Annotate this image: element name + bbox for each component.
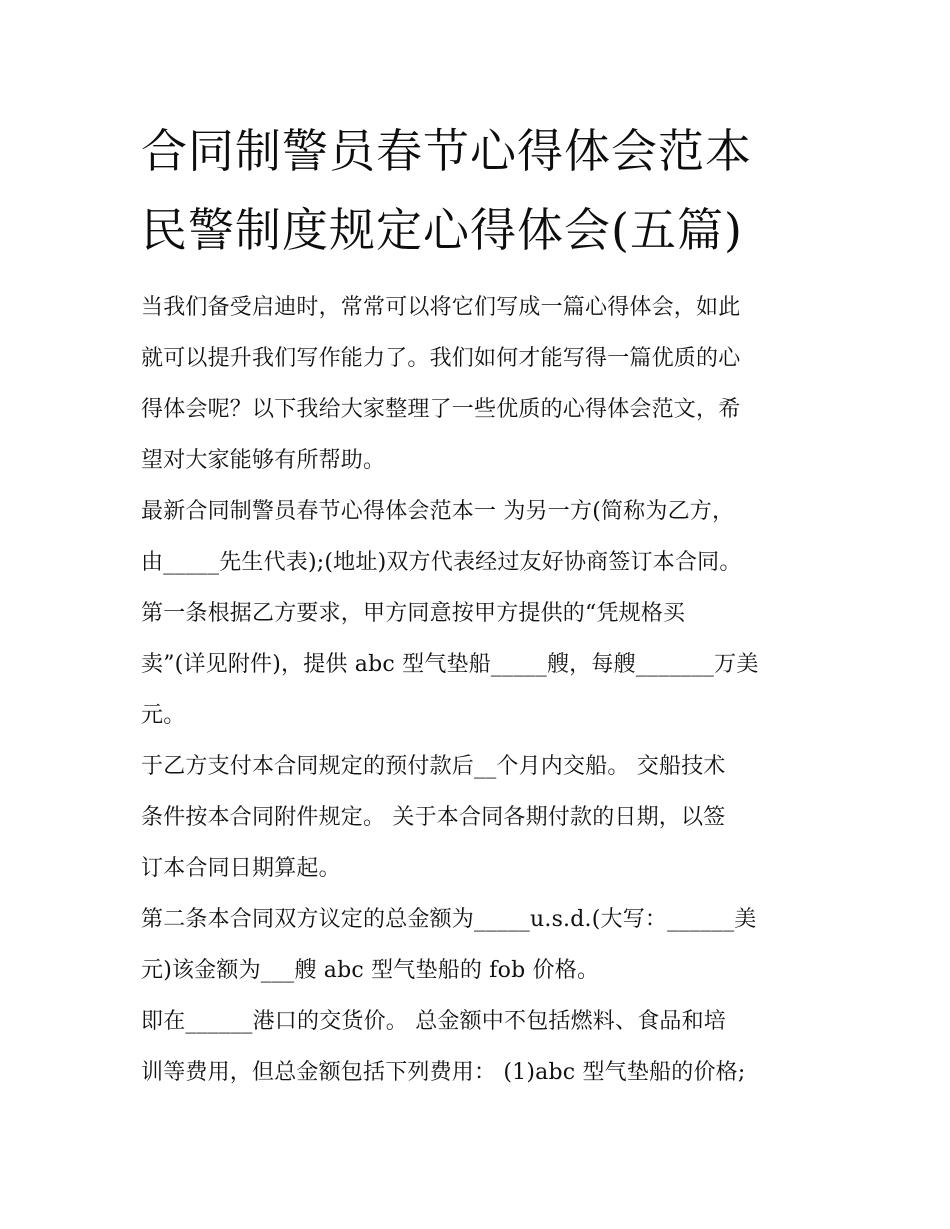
body-line: 条件按本合同附件规定。 关于本合同各期付款的日期，以签	[141, 805, 726, 830]
body-line: 第一条根据乙方要求，甲方同意按甲方提供的“凭规格买	[141, 601, 686, 626]
body-line: 最新合同制警员春节心得体会范本一 为另一方(简称为乙方，	[141, 499, 735, 524]
body-line: 望对大家能够有所帮助。	[141, 448, 386, 473]
body-line: 当我们备受启迪时，常常可以将它们写成一篇心得体会，如此	[141, 295, 741, 320]
body-line: 即在______港口的交货价。 总金额中不包括燃料、食品和培	[141, 1009, 726, 1034]
body-line: 就可以提升我们写作能力了。我们如何才能写得一篇优质的心	[141, 346, 741, 371]
title-line-2: 民警制度规定心得体会(五篇)	[141, 203, 743, 257]
body-line: 元)该金额为___艘 abc 型气垫船的 fob 价格。	[141, 958, 600, 983]
document-page	[141, 112, 821, 1098]
body-line: 于乙方支付本合同规定的预付款后__个月内交船。 交船技术	[141, 754, 726, 779]
body-line: 订本合同日期算起。	[141, 856, 341, 881]
document-title	[141, 112, 821, 270]
document-body	[141, 282, 821, 1098]
title-line-1: 合同制警员春节心得体会范本	[141, 124, 752, 178]
body-line: 元。	[141, 703, 186, 728]
body-line: 得体会呢？以下我给大家整理了一些优质的心得体会范文，希	[141, 397, 741, 422]
body-line: 第二条本合同双方议定的总金额为_____u.s.d.(大写：______美	[141, 907, 757, 932]
body-line: 由_____先生代表);(地址)双方代表经过友好协商签订本合同。	[141, 550, 742, 575]
body-line: 卖”(详见附件)，提供 abc 型气垫船_____艘，每艘_______万美	[141, 652, 759, 677]
body-line: 训等费用，但总金额包括下列费用： (1)abc 型气垫船的价格;	[141, 1060, 746, 1085]
